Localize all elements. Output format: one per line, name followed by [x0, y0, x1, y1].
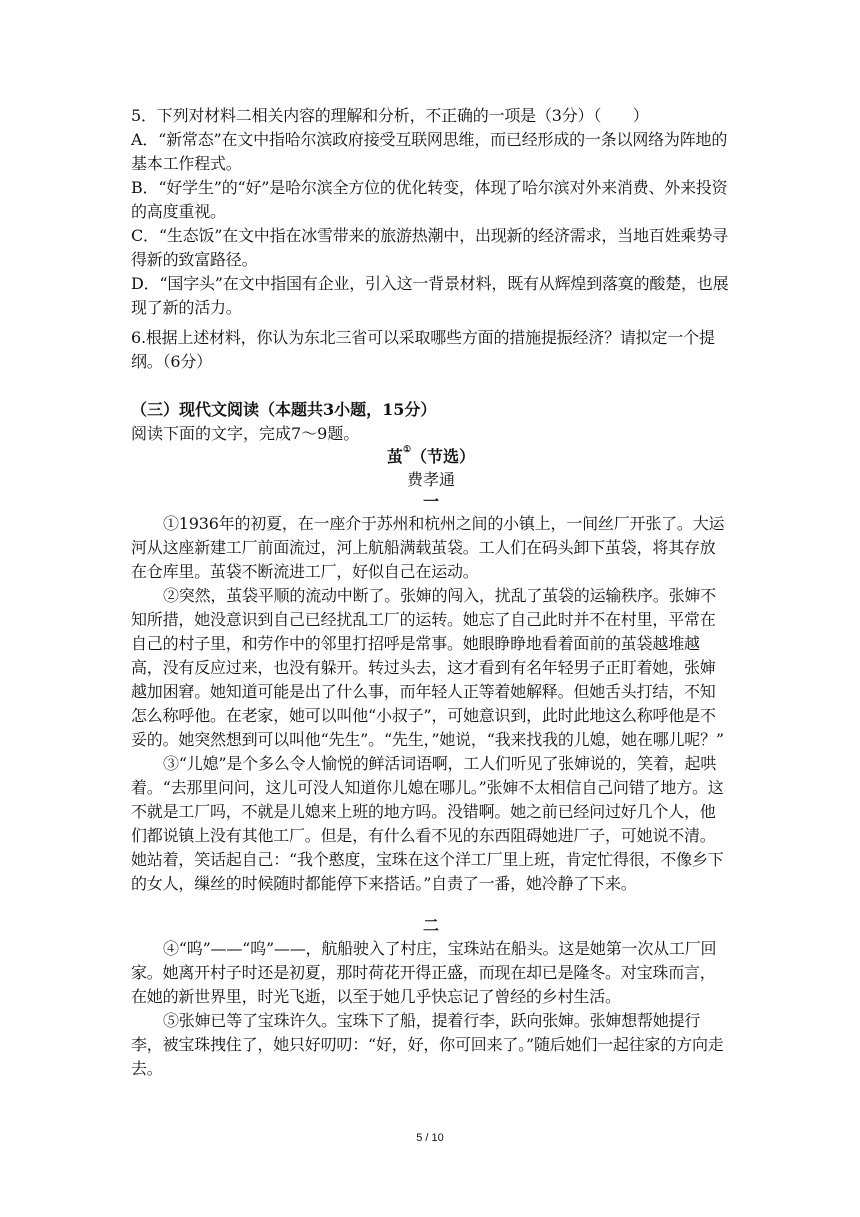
- question-5-option-b: B．“好学生”的“好”是哈尔滨全方位的优化转变，体现了哈尔滨对外来消费、外来投资的高度重视。: [131, 178, 728, 221]
- question-5-stem: 5．下列对材料二相关内容的理解和分析，不正确的一项是（3分）（ ）: [131, 106, 649, 125]
- question-5-option-a: A．“新常态”在文中指哈尔滨政府接受互联网思维，而已经形成的一条以网络为阵地的基本工作程式。: [131, 130, 728, 173]
- question-6: [131, 326, 731, 374]
- article-title: [131, 445, 731, 469]
- paragraph-1: ①1936年的初夏，在一座介于苏州和杭州之间的小镇上，一间丝厂开张了。大运河从这座新建工厂前面流过，河上航船满载茧袋。工人们在码头卸下茧袋，将其存放在仓库里。茧袋不断流进工厂，好似自己在运动。: [131, 514, 725, 581]
- part-one-heading: 一: [422, 492, 439, 511]
- footnote-marker: ①: [402, 445, 412, 455]
- section-instruction: 阅读下面的文字，完成7～9题。: [131, 424, 360, 443]
- paragraph-4: ④“呜”——“呜”——，航船驶入了村庄，宝珠站在船头。这是她第一次从工厂回家。她离开村子时还是初夏，那时荷花开得正盛，而现在却已是隆冬。对宝珠而言，在她的新世界里，时光飞逝，以至于她几乎快忘记了曾经的乡村生活。: [131, 939, 717, 1006]
- article-author: 费孝通: [406, 470, 455, 489]
- section-heading: （三）现代文阅读（本题共3小题，15分）: [131, 400, 437, 419]
- part-two-heading: 二: [422, 916, 439, 935]
- question-5: [131, 104, 731, 320]
- article-title-text: 茧: [386, 447, 403, 466]
- part-two-body: [131, 937, 731, 1081]
- article-title-suffix: （节选）: [411, 447, 476, 466]
- section-3-header: [131, 398, 731, 446]
- question-5-option-c: C．“生态饭”在文中指在冰雪带来的旅游热潮中，出现新的经济需求，当地百姓乘势寻得新的致富路径。: [131, 226, 728, 269]
- question-6-stem: 6.根据上述材料，你认为东北三省可以采取哪些方面的措施提振经济？请拟定一个提纲。（6分）: [131, 328, 715, 371]
- paragraph-2: ②突然，茧袋平顺的流动中断了。张婶的闯入，扰乱了茧袋的运输秩序。张婶不知所措，她没意识到自己已经扰乱工厂的运转。她忘了自己此时并不在村里，平常在自己的村子里，和劳作中的邻里打招呼是常事。她眼睁睁地看着面前的茧袋越堆越高，没有反应过来，也没有躲开。转过头去，这才看到有名年轻男子正盯着她，张婶越加困窘。她知道可能是出了什么事，而年轻人正等着她解释。但她舌头打结，不知怎么称呼他。在老家，她可以叫他“小叔子”，可她意识到，此时此地这么称呼他是不妥的。她突然想到可以叫他“先生”。“先生，”她说，“我来找我的儿媳，她在哪儿呢？”: [131, 586, 724, 749]
- paragraph-5: ⑤张婶已等了宝珠许久。宝珠下了船，提着行李，跃向张婶。张婶想帮她提行李，被宝珠拽住了，她只好叨叨：“好，好，你可回来了。”随后她们一起往家的方向走去。: [131, 1011, 724, 1078]
- paragraph-3: ③“儿媳”是个多么令人愉悦的鲜活词语啊，工人们听见了张婶说的，笑着，起哄着。“去那里问问，这儿可没人知道你儿媳在哪儿。”张婶不太相信自己问错了地方。这不就是工厂吗，不就是儿媳来上班的地方吗。没错啊。她之前已经问过好几个人，他们都说镇上没有其他工厂。但是，有什么看不见的东西阻碍她进厂子，可她说不清。她站着，笑话起自己：“我个憨度，宝珠在这个洋工厂里上班，肯定忙得很，不像乡下的女人，缫丝的时候随时都能停下来搭话。”自责了一番，她冷静了下来。: [131, 754, 724, 893]
- page-number: 5 / 10: [416, 1132, 444, 1144]
- part-one-body: [131, 512, 731, 896]
- question-5-option-d: D．“国字头”在文中指国有企业，引入这一背景材料，既有从辉煌到落寞的酸楚，也展现了新的活力。: [131, 274, 729, 317]
